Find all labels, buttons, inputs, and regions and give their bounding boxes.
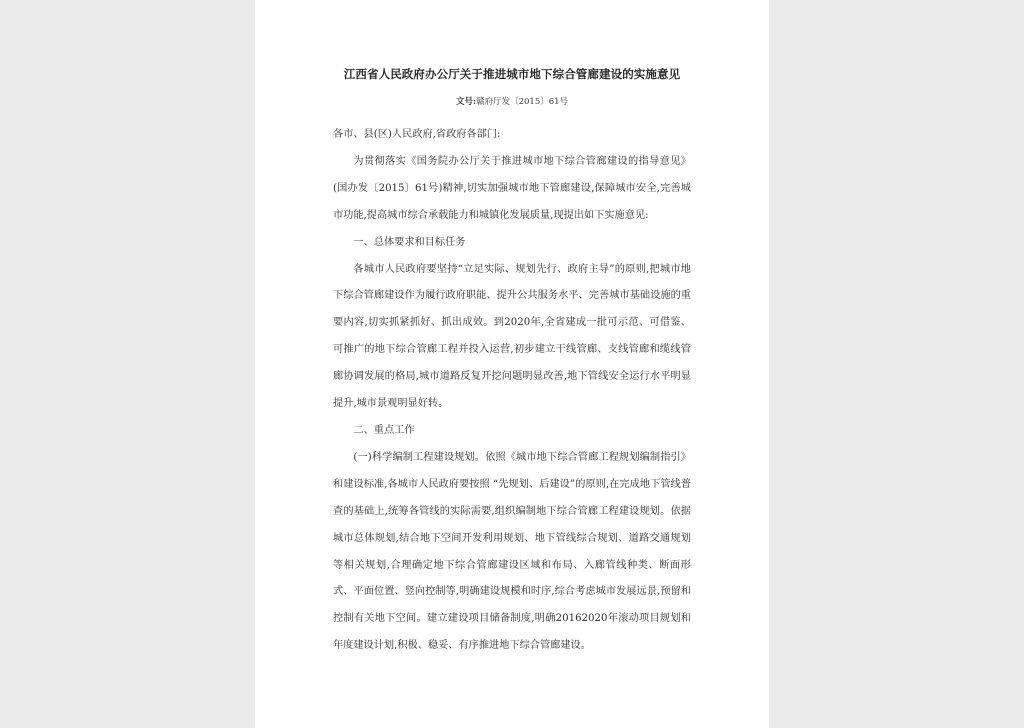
document-number-label: 文号: — [455, 97, 477, 107]
paragraph-intro: 为贯彻落实《国务院办公厅关于推进城市地下综合管廊建设的指导意见》(国办发〔2015〕61号)精神,切实加强城市地下管廊建设,保障城市安全,完善城市功能,提高城市综合承载能力和城镇化发展质量,现提出如下实施意见: — [333, 155, 691, 221]
salutation: 各市、县(区)人民政府,省政府各部门: — [333, 129, 501, 140]
document-title: 江西省人民政府办公厅关于推进城市地下综合管廊建设的实施意见 — [343, 67, 681, 81]
paragraph-section-1: 各城市人民政府要坚持“立足实际、规划先行、政府主导”的原则,把城市地下综合管廊建设作为履行政府职能、提升公共服务水平、完善城市基础设施的重要内容,切实抓紧抓好、抓出成效。到2020年,全省建成一批可示范、可借鉴、可推广的地下综合管廊工程并投入运营,初步建立干线管廊、支线管廊和缆线管廊协调发展的格局,城市道路反复开挖问题明显改善,地下管线安全运行水平明显提升,城市景观明显好转。 — [333, 263, 691, 410]
section-heading-2: 二、重点工作 — [353, 424, 415, 436]
document-number — [255, 95, 769, 107]
document-body — [333, 122, 691, 660]
paragraph-section-2-item-1: (一)科学编制工程建设规划。依照《城市地下综合管廊工程规划编制指引》和建设标准,各城市人民政府要按照 “先规划、后建设”的原则,在完成地下管线普查的基础上,统筹各管线的实际需要,组织编制地下综合管廊工程建设规划。依据城市总体规划,结合地下空间开发利用规划、地下管线综合规划、道路交通规划等相关规划,合理确定地下综合管廊建设区域和布局、入廊管线种类、断面形式、平面位置、竖向控制等,明确建设规模和时序,综合考虑城市发展远景,预留和控制有关地下空间。建立建设项目储备制度,明确20162020年滚动项目规划和年度建设计划,积极、稳妥、有序推进地下综合管廊建设。 — [333, 451, 691, 652]
document-number-value: 赣府厅发〔2015〕61号 — [476, 97, 569, 107]
section-heading-1: 一、总体要求和目标任务 — [353, 236, 466, 248]
